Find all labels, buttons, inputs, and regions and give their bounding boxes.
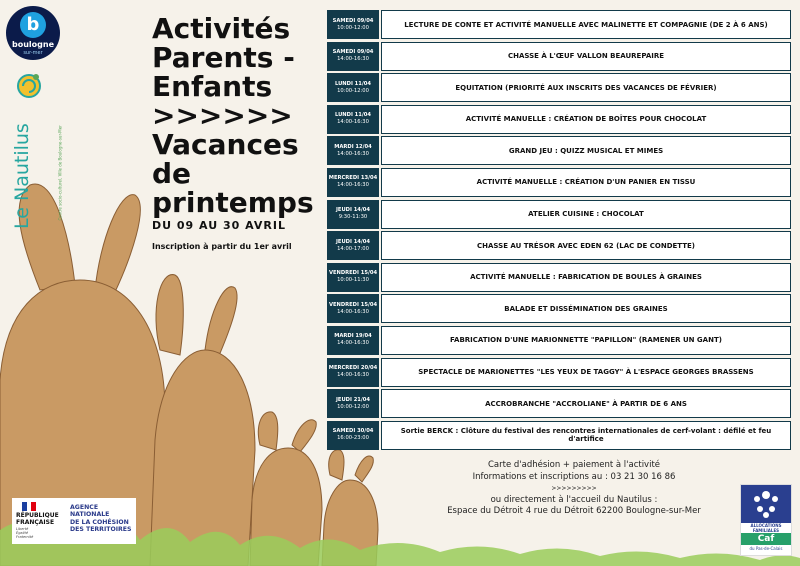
schedule-date (327, 358, 379, 387)
schedule-date (327, 421, 379, 450)
schedule-row (327, 168, 791, 197)
schedule-date (327, 168, 379, 197)
schedule-activity: LECTURE DE CONTE ET ACTIVITÉ MANUELLE AVEC MALINETTE ET COMPAGNIE (DE 2 À 6 ANS) (381, 10, 791, 39)
inscription-note: Inscription à partir du 1er avril (152, 242, 292, 251)
title-line: Enfants (152, 70, 273, 103)
schedule-row (327, 421, 791, 450)
rf-name-line: FRANÇAISE (16, 519, 55, 526)
republique-francaise-logo (12, 498, 136, 544)
schedule-activity: SPECTACLE DE MARIONETTES "LES YEUX DE TAGGY" À L'ESPACE GEORGES BRASSENS (381, 358, 791, 387)
schedule-day: MERCREDI 20/04 (328, 365, 378, 372)
page-title (152, 14, 324, 217)
schedule-time: 16:00-23:00 (337, 435, 369, 442)
anct-line: DE LA COHÉSION (70, 518, 129, 526)
schedule-row (327, 105, 791, 134)
rf-name-line: RÉPUBLIQUE (16, 512, 59, 519)
caf-label-line: FAMILIALES (752, 528, 780, 533)
schedule-row (327, 42, 791, 71)
schedule-activity: EQUITATION (PRIORITÉ AUX INSCRITS DES VACANCES DE FÉVRIER) (381, 73, 791, 102)
info-address: Espace du Détroit 4 rue du Détroit 62200 Boulogne-sur-Mer (447, 506, 701, 516)
rf-motto-line: Fraternité (16, 535, 34, 539)
schedule-date (327, 263, 379, 292)
schedule-day: MERCREDI 13/04 (328, 175, 378, 182)
schedule-day: VENDREDI 15/04 (328, 301, 378, 308)
schedule-time: 10:00-12:00 (337, 24, 369, 31)
schedule-time: 14:00-16:30 (337, 119, 369, 126)
title-line: Activités (152, 12, 291, 45)
boulogne-logo-name: boulogne (11, 40, 54, 49)
schedule-row (327, 358, 791, 387)
caf-logo (740, 484, 792, 556)
caf-department: du Pas-de-Calais (749, 546, 783, 551)
schedule-day: MARDI 19/04 (334, 333, 372, 340)
boulogne-logo-letter: b (20, 12, 46, 38)
schedule-date (327, 42, 379, 71)
title-line: Vacances de (152, 128, 299, 190)
caf-emblem (741, 485, 791, 523)
activity-schedule (327, 10, 791, 452)
title-line: Parents - (152, 41, 295, 74)
schedule-time: 14:00-16:30 (337, 150, 369, 157)
schedule-day: SAMEDI 09/04 (332, 49, 374, 56)
date-range: DU 09 AU 30 AVRIL (152, 219, 286, 232)
schedule-row (327, 263, 791, 292)
schedule-day: SAMEDI 09/04 (332, 17, 374, 24)
schedule-row (327, 200, 791, 229)
nautilus-shell-icon (14, 70, 44, 100)
schedule-date (327, 294, 379, 323)
info-line: Carte d'adhésion + paiement à l'activité (487, 460, 661, 470)
schedule-row (327, 294, 791, 323)
schedule-date (327, 231, 379, 260)
schedule-row (327, 10, 791, 39)
schedule-activity: CHASSE À L'ŒUF VALLON BEAUREPAIRE (381, 42, 791, 71)
schedule-row (327, 231, 791, 260)
anct-name (70, 504, 131, 534)
anct-line: AGENCE (70, 504, 99, 511)
schedule-day: VENDREDI 15/04 (328, 270, 378, 277)
schedule-time: 14:00-16:30 (337, 56, 369, 63)
boulogne-logo-sub: sur-mer (23, 50, 43, 56)
info-phone-line: Informations et inscriptions au : 03 21 30 16 86 (472, 471, 676, 482)
schedule-activity: ACTIVITÉ MANUELLE : CRÉATION D'UN PANIER EN TISSU (381, 168, 791, 197)
schedule-day: LUNDI 11/04 (334, 80, 372, 87)
schedule-row (327, 73, 791, 102)
schedule-activity: ATELIER CUISINE : CHOCOLAT (381, 200, 791, 229)
schedule-activity: CHASSE AU TRÉSOR AVEC EDEN 62 (LAC DE CONDETTE) (381, 231, 791, 260)
schedule-activity: ACTIVITÉ MANUELLE : CRÉATION DE BOÎTES POUR CHOCOLAT (381, 105, 791, 134)
schedule-activity: ACTIVITÉ MANUELLE : FABRICATION DE BOULES À GRAINES (381, 263, 791, 292)
schedule-activity: Sortie BERCK : Clôture du festival des rencontres internationales de cerf-volant : défilé et feu d'artifice (381, 421, 791, 450)
schedule-row (327, 389, 791, 418)
schedule-activity: FABRICATION D'UNE MARIONNETTE "PAPILLON" (RAMENER UN GANT) (381, 326, 791, 355)
nautilus-logo-sub: Centre socio-culturel, Ville de Boulogne-sur-Mer (57, 125, 63, 221)
rf-name (16, 512, 59, 526)
schedule-day: LUNDI 11/04 (334, 112, 372, 119)
schedule-day: SAMEDI 30/04 (332, 428, 374, 435)
schedule-date (327, 73, 379, 102)
schedule-date (327, 136, 379, 165)
schedule-date (327, 10, 379, 39)
schedule-time: 10:00-11:30 (337, 277, 369, 284)
boulogne-logo (6, 6, 60, 60)
contact-info (430, 460, 718, 518)
schedule-row (327, 326, 791, 355)
schedule-day: JEUDI 21/04 (335, 396, 371, 403)
title-line: >>>>>> (152, 99, 293, 132)
schedule-time: 14:00-16:30 (337, 372, 369, 379)
schedule-time: 14:00-17:00 (337, 245, 369, 252)
caf-label-line: ALLOCATIONS (750, 523, 782, 528)
anct-line: DES TERRITOIRES (70, 526, 132, 534)
schedule-row (327, 136, 791, 165)
schedule-date (327, 389, 379, 418)
nautilus-logo-name: Le Nautilus (11, 123, 33, 229)
anct-line: NATIONALE (70, 511, 110, 519)
schedule-activity: BALADE ET DISSÉMINATION DES GRAINES (381, 294, 791, 323)
info-line: ou directement à l'accueil du Nautilus : (490, 494, 658, 505)
schedule-day: JEUDI 14/04 (335, 238, 371, 245)
caf-label (741, 523, 791, 533)
schedule-activity: ACCROBRANCHE "ACCROLIANE" À PARTIR DE 6 ANS (381, 389, 791, 418)
rf-motto-line: Égalité (16, 531, 29, 535)
schedule-time: 10:00-12:00 (337, 87, 369, 94)
schedule-day: JEUDI 14/04 (335, 207, 371, 214)
schedule-time: 14:00-16:30 (337, 308, 369, 315)
schedule-date (327, 105, 379, 134)
schedule-time: 9:30-11:30 (338, 214, 368, 221)
schedule-time: 10:00-12:00 (337, 403, 369, 410)
schedule-day: MARDI 12/04 (334, 143, 372, 150)
schedule-date (327, 200, 379, 229)
caf-name: Caf (741, 533, 791, 545)
caf-family-icon (741, 485, 791, 523)
schedule-time: 14:00-16:30 (337, 340, 369, 347)
rf-motto (16, 527, 33, 539)
title-line: printemps (152, 186, 314, 219)
info-arrows: >>>>>>>>> (551, 485, 597, 492)
schedule-time: 14:00-16:30 (337, 182, 369, 189)
schedule-activity: GRAND JEU : QUIZZ MUSICAL ET MIMES (381, 136, 791, 165)
marianne-flag-icon (22, 502, 36, 511)
schedule-date (327, 326, 379, 355)
rf-motto-line: Liberté (16, 527, 29, 531)
